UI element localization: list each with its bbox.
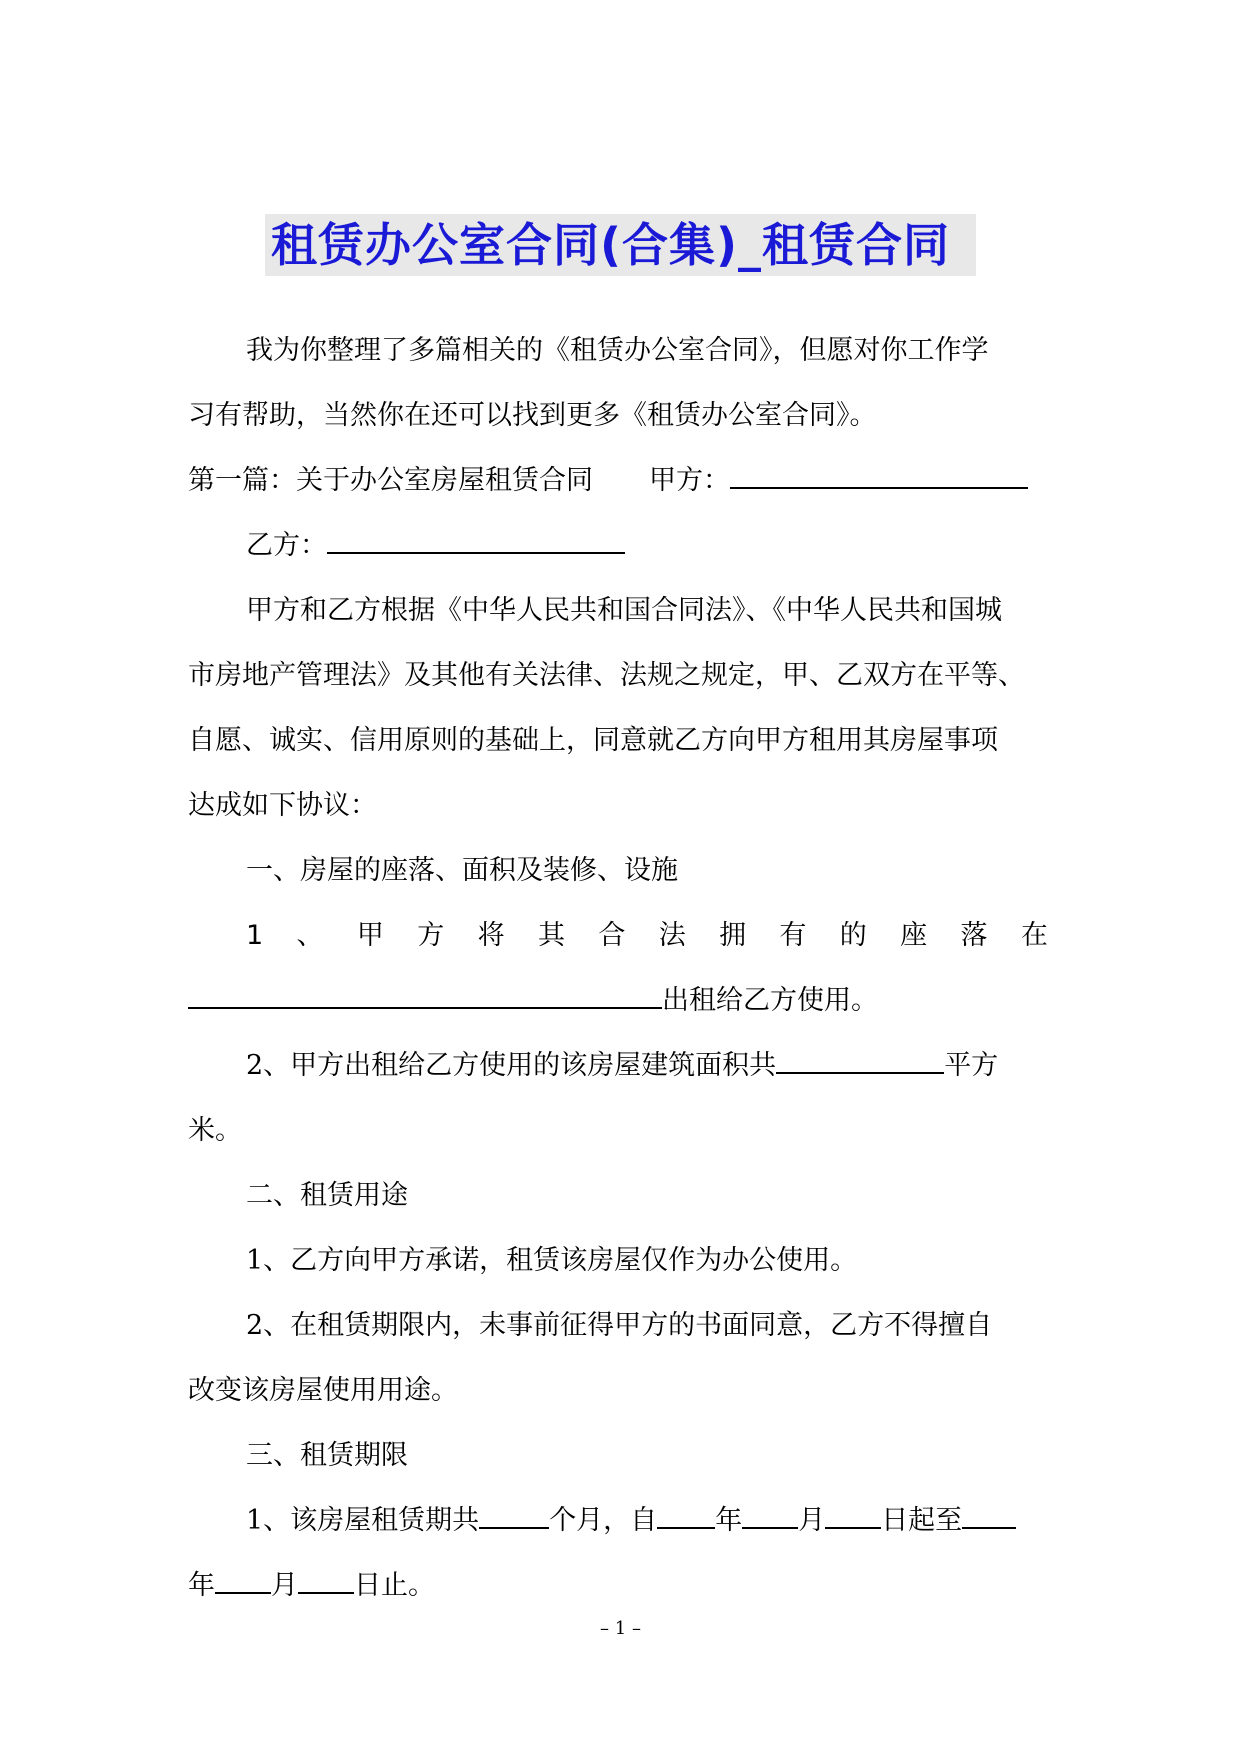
section1-item1-char: 法 <box>658 920 686 951</box>
section1-item1-char: 有 <box>779 920 807 951</box>
section2-item2-line2: 改变该房屋使用用途。 <box>188 1375 458 1406</box>
start-month-blank <box>742 1501 798 1529</box>
end-year-blank <box>962 1501 1016 1529</box>
section1-heading: 一、房屋的座落、面积及装修、设施 <box>246 855 678 886</box>
day-to-label: 日止。 <box>354 1570 435 1601</box>
section3-heading: 三、租赁期限 <box>246 1440 408 1471</box>
intro-line-1: 我为你整理了多篇相关的《租赁办公室合同》，但愿对你工作学 <box>246 335 989 366</box>
section3-item1-line1 <box>188 1488 1054 1553</box>
basis-line-3: 自愿、诚实、信用原则的基础上，同意就乙方向甲方租用其房屋事项 <box>188 725 998 756</box>
section1-item1-char: 座 <box>900 920 928 951</box>
area-blank <box>776 1046 944 1074</box>
section1-item2-line1 <box>188 1033 1054 1098</box>
section1-item1-char: 的 <box>839 920 867 951</box>
year-label: 年 <box>715 1505 743 1536</box>
start-day-blank <box>825 1501 881 1529</box>
basis-line-2: 市房地产管理法》及其他有关法律、法规之规定，甲、乙双方在平等、 <box>188 660 1025 691</box>
section2-heading: 二、租赁用途 <box>246 1180 408 1211</box>
section3-item1-text-b: 个月，自 <box>549 1505 658 1536</box>
first-article-heading: 第一篇：关于办公室房屋租赁合同 <box>188 465 593 496</box>
section1-item1-char: 合 <box>598 920 626 951</box>
section1-item1-char: 落 <box>960 920 988 951</box>
page-number: – 1 – <box>600 1618 641 1639</box>
party-a-label: 甲方： <box>649 465 730 496</box>
section1-item2-unit: 平方 <box>944 1050 999 1081</box>
section1-item1-tail: 出租给乙方使用。 <box>662 985 878 1016</box>
party-b-line <box>188 513 1054 578</box>
month-label: 月 <box>271 1570 298 1601</box>
section3-item1-text-a: 1、该房屋租赁期共 <box>246 1505 480 1536</box>
section1-item1-char: 其 <box>537 920 565 951</box>
section1-item1-char: 、 <box>296 920 324 951</box>
intro-line-2: 习有帮助，当然你在还可以找到更多《租赁办公室合同》。 <box>188 400 877 431</box>
section1-item1-char: 将 <box>477 920 505 951</box>
section2-item2-line1: 2、在租赁期限内，未事前征得甲方的书面同意，乙方不得擅自 <box>246 1310 993 1341</box>
basis-line-4: 达成如下协议： <box>188 790 377 821</box>
section1-item1-char: 甲 <box>356 920 384 951</box>
year-label: 年 <box>188 1570 215 1601</box>
section1-item1-line1 <box>188 903 1054 968</box>
day-from-label: 日起至 <box>881 1505 963 1536</box>
section1-item2-line2: 米。 <box>188 1115 242 1146</box>
party-b-blank <box>327 526 625 554</box>
party-b-label: 乙方： <box>246 530 327 561</box>
end-day-blank <box>298 1566 354 1594</box>
section1-item2-text: 2、甲方出租给乙方使用的该房屋建筑面积共 <box>246 1050 777 1081</box>
months-blank <box>479 1501 549 1529</box>
basis-line-1: 甲方和乙方根据《中华人民共和国合同法》、《中华人民共和国城 <box>246 595 1002 626</box>
section1-item1-line2 <box>188 968 1054 1033</box>
party-a-blank <box>730 461 1028 489</box>
location-blank <box>188 981 662 1009</box>
month-label: 月 <box>798 1505 826 1536</box>
document-body <box>188 318 1054 1618</box>
end-month-blank <box>215 1566 271 1594</box>
section1-item1-char: 方 <box>417 920 445 951</box>
start-year-blank <box>657 1501 715 1529</box>
section2-item1: 1、乙方向甲方承诺，租赁该房屋仅作为办公使用。 <box>246 1245 858 1276</box>
section1-item1-char: 1 <box>246 920 264 951</box>
section1-item1-char: 拥 <box>719 920 747 951</box>
first-article-line <box>188 448 1054 513</box>
document-title: 租赁办公室合同(合集)_租赁合同 <box>265 214 976 276</box>
title-container <box>0 214 1241 276</box>
section1-item1-char: 在 <box>1020 920 1048 951</box>
section3-item1-line2 <box>188 1553 1054 1618</box>
